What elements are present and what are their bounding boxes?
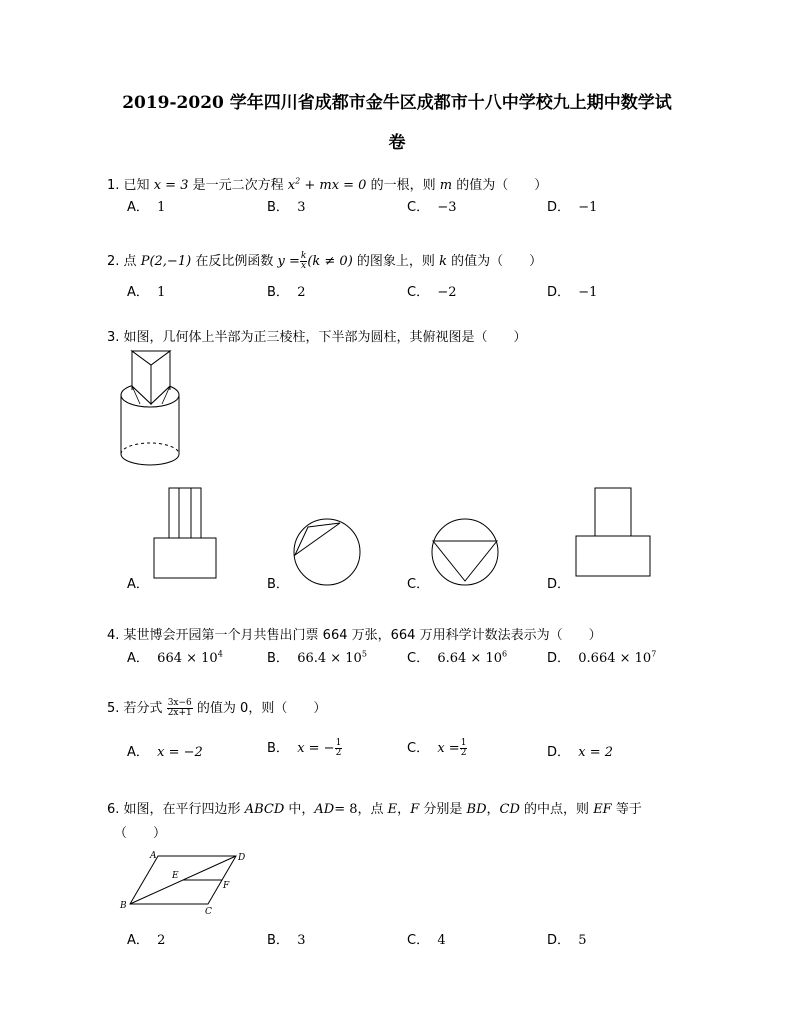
parallelogram-figure — [118, 848, 254, 918]
option-c[interactable]: C． 4 — [407, 933, 446, 948]
option-c[interactable]: C． $6.64 \times 10^6$ — [407, 649, 508, 666]
question-3: 3. 如图，几何体上半部为正三棱柱，下半部为圆柱，其俯视图是（ ） — [107, 330, 527, 345]
option-a[interactable]: A． 1 — [127, 200, 166, 215]
option-c[interactable]: C． — [407, 577, 430, 592]
fraction: $\frac{k}{x}$ — [300, 251, 307, 271]
option-d[interactable]: D． x = 2 — [547, 745, 614, 760]
option-d[interactable]: D． $0.664 \times 10^7$ — [547, 649, 657, 666]
question-6: 6. 如图，在平行四边形 ABCD 中，AD= 8，点 E，F 分别是 BD，CD 的中点，则 EF 等于 — [107, 802, 642, 817]
question-2: 2. 点 P(2,−1) 在反比例函数 y = $\frac{k}{x}$ (k ≠ 0) 的图象上，则 k 的值为（ ） — [107, 251, 543, 271]
option-a[interactable]: A． — [127, 577, 149, 592]
question-number: 1. — [107, 178, 120, 193]
option-b[interactable]: B． 3 — [267, 200, 306, 215]
vertex-label-d: D — [238, 853, 246, 863]
fraction: $\frac{3x-6}{2x+1}$ — [167, 698, 192, 718]
point-label-e: E — [172, 871, 179, 881]
question-number: 4. — [107, 628, 120, 643]
option-d[interactable]: D． — [547, 577, 571, 592]
option-b[interactable]: B． 2 — [267, 285, 306, 300]
question-5: 5. 若分式 $\frac{3x-6}{2x+1}$ 的值为 0，则（ ） — [107, 698, 327, 718]
vertex-label-c: C — [205, 907, 212, 917]
option-b[interactable]: B． x = − $\frac{1}{2}$ — [267, 738, 342, 758]
option-d[interactable]: D． 5 — [547, 933, 587, 948]
option-c[interactable]: C． −2 — [407, 285, 457, 300]
question-number: 3. — [107, 330, 120, 345]
vertex-label-b: B — [120, 901, 127, 911]
option-b[interactable]: B． — [267, 577, 289, 592]
solid-figure — [118, 348, 188, 468]
option-b[interactable]: B． 3 — [267, 933, 306, 948]
option-d[interactable]: D． −1 — [547, 285, 598, 300]
option-a[interactable]: A． 2 — [127, 933, 166, 948]
option-b-figure — [290, 515, 364, 589]
point-label-f: F — [223, 881, 230, 891]
question-1: 1. 已知 x = 3 是一元二次方程 $x^2$ + mx = 0 的一根，则 m 的值为（ ） — [107, 176, 548, 193]
option-b[interactable]: B． $66.4 \times 10^5$ — [267, 649, 367, 666]
option-a[interactable]: A． 1 — [127, 285, 166, 300]
option-c[interactable]: C． x = $\frac{1}{2}$ — [407, 738, 467, 758]
question-number: 2. — [107, 254, 120, 269]
option-a-figure — [152, 486, 218, 580]
question-number: 6. — [107, 802, 120, 817]
vertex-label-a: A — [150, 851, 157, 861]
question-number: 5. — [107, 701, 120, 716]
document-title-line1: 2019-2020 学年四川省成都市金牛区成都市十八中学校九上期中数学试 — [122, 93, 672, 113]
document-title-line2: 卷 — [388, 133, 406, 153]
option-d[interactable]: D． −1 — [547, 200, 598, 215]
option-d-figure — [574, 486, 652, 580]
option-a[interactable]: A． $664 \times 10^4$ — [127, 649, 223, 666]
option-c[interactable]: C． −3 — [407, 200, 457, 215]
option-c-figure — [428, 515, 502, 589]
question-6-answer-blank: （ ） — [114, 826, 167, 841]
option-a[interactable]: A． x = −2 — [127, 745, 203, 760]
question-4: 4. 某世博会开园第一个月共售出门票 664 万张，664 万用科学计数法表示为（ ） — [107, 628, 602, 643]
